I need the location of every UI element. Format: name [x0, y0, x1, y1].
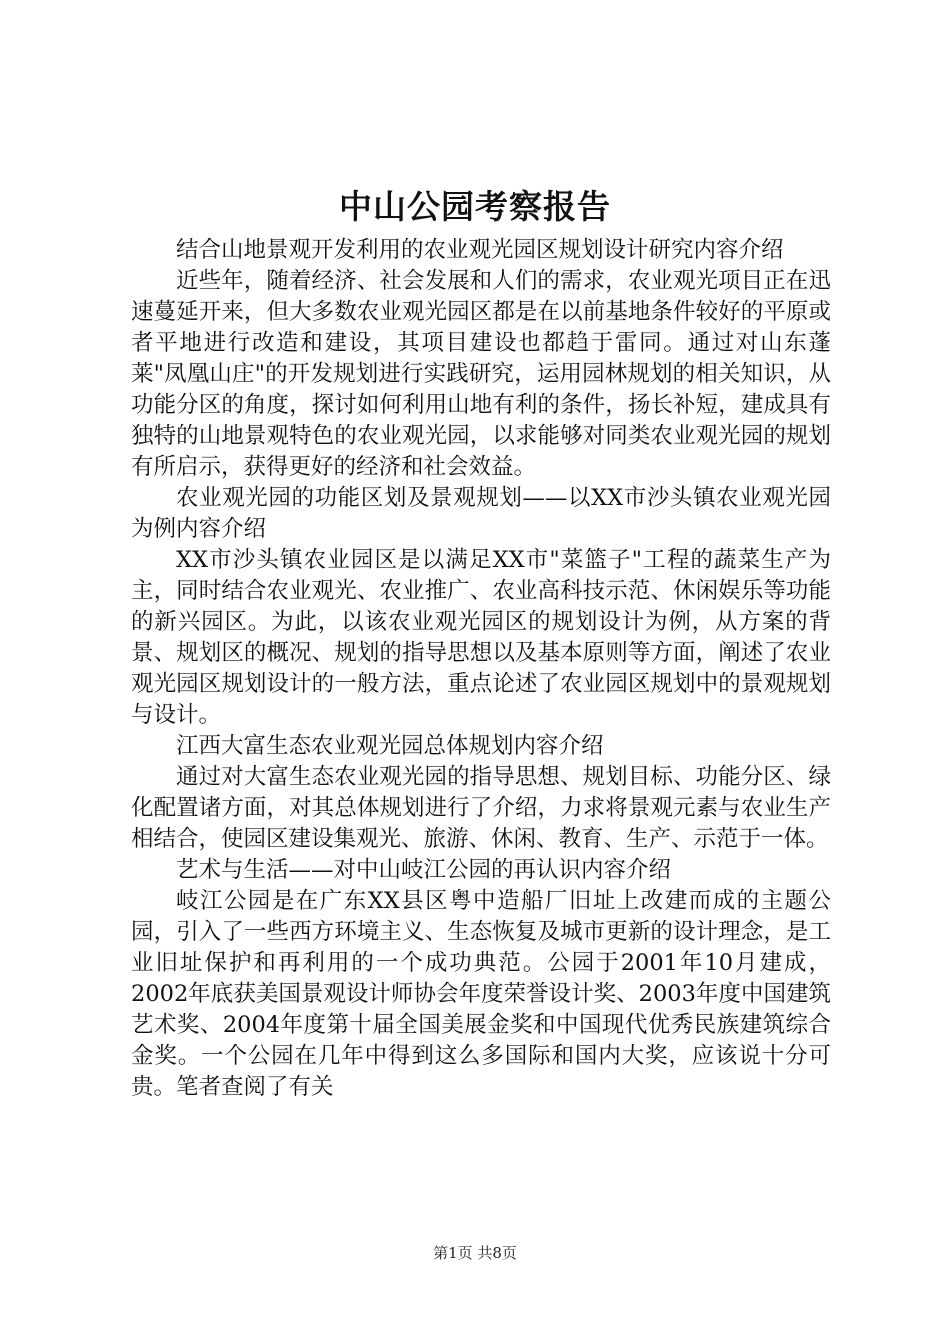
- document-body: [131, 235, 831, 1103]
- paragraph-body-3: 通过对大富生态农业观光园的指导思想、规划目标、功能分区、绿化配置诸方面，对其总体规划进行了介绍，力求将景观元素与农业生产相结合，使园区建设集观光、旅游、休闲、教育、生产、示范于一体。: [131, 764, 831, 852]
- paragraph-intro-heading-3: 江西大富生态农业观光园总体规划内容介绍: [176, 733, 604, 759]
- paragraph-body-2: XX市沙头镇农业园区是以满足XX市"菜篮子"工程的蔬菜生产为主，同时结合农业观光、农业推广、农业高科技示范、休闲娱乐等功能的新兴园区。为此，以该农业观光园区的规划设计为例，从方案的背景、规划区的概况、规划的指导思想以及基本原则等方面，阐述了农业观光园区规划设计的一般方法，重点论述了农业园区规划中的景观规划与设计。: [131, 547, 831, 728]
- paragraph-intro-heading-1: 结合山地景观开发利用的农业观光园区规划设计研究内容介绍: [176, 237, 784, 263]
- paragraph-body-1: 近些年，随着经济、社会发展和人们的需求，农业观光项目正在迅速蔓延开来，但大多数农业观光园区都是在以前基地条件较好的平原或者平地进行改造和建设，其项目建设也都趋于雷同。通过对山东蓬莱"凤凰山庄"的开发规划进行实践研究，运用园林规划的相关知识，从功能分区的角度，探讨如何利用山地有利的条件，扬长补短，建成具有独特的山地景观特色的农业观光园，以求能够对同类农业观光园的规划有所启示，获得更好的经济和社会效益。: [131, 268, 831, 480]
- page-footer: 第1页 共8页: [433, 1244, 517, 1262]
- paragraph-intro-heading-4: 艺术与生活——对中山岐江公园的再认识内容介绍: [176, 857, 672, 883]
- paragraph-body-4: 岐江公园是在广东XX县区粤中造船厂旧址上改建而成的主题公园，引入了一些西方环境主义、生态恢复及城市更新的设计理念，是工业旧址保护和再利用的一个成功典范。公园于2001年10月建成，2002年底获美国景观设计师协会年度荣誉设计奖、2003年度中国建筑艺术奖、2004年度第十届全国美展金奖和中国现代优秀民族建筑综合金奖。一个公园在几年中得到这么多国际和国内大奖，应该说十分可贵。笔者查阅了有关: [131, 888, 831, 1100]
- paragraph-intro-heading-2: 农业观光园的功能区划及景观规划——以XX市沙头镇农业观光园为例内容介绍: [131, 485, 831, 542]
- document-title: 中山公园考察报告: [339, 187, 611, 226]
